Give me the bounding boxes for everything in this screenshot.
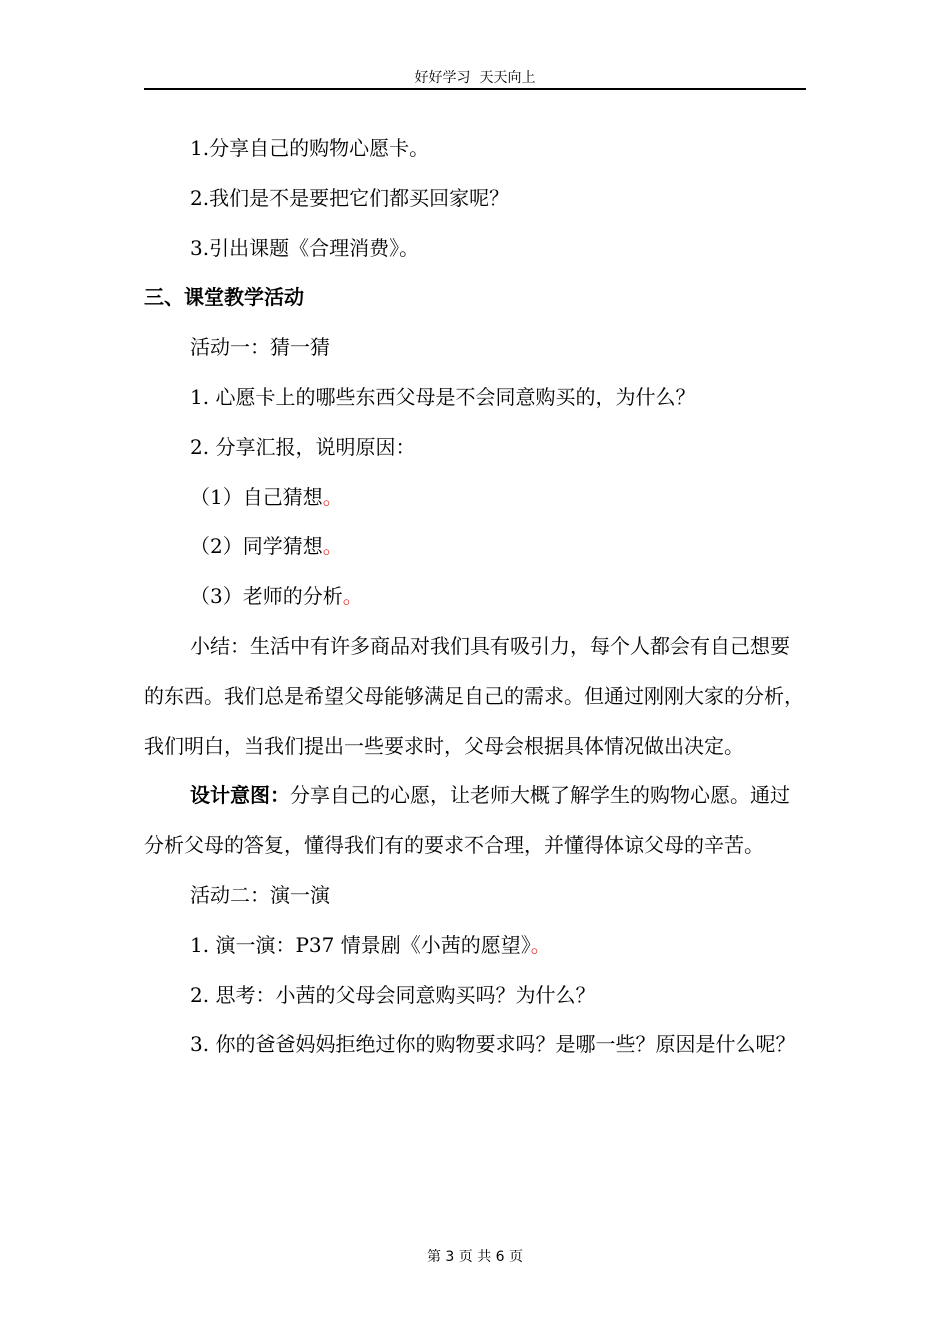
item-mark: 。 [322,484,343,509]
activity2-question-3: 3. 你的爸爸妈妈拒绝过你的购物要求吗？是哪一些？原因是什么呢？ [190,1032,796,1057]
item-text: （3）老师的分析 [190,584,343,609]
activity1-question-2: 2. 分享汇报，说明原因： [190,434,416,459]
activity1-item-2 [144,522,808,572]
activity2-title: 活动二：演一演 [190,882,330,907]
design-intent [144,771,808,871]
question-mark: 。 [530,932,551,957]
activity1-item-3 [144,572,808,622]
design-intent-label: 设计意图： [190,783,290,808]
item-mark: 。 [342,584,363,609]
activity1-summary: 小结：生活中有许多商品对我们具有吸引力，每个人都会有自己想要的东西。我们总是希望父母能够满足自己的需求。但通过刚刚大家的分析，我们明白，当我们提出一些要求时，父母会根据具体情况做出决定。 [144,633,804,758]
activity2-question-1 [144,921,808,971]
intro-line-1: 1.分享自己的购物心愿卡。 [190,136,430,160]
item-text: （1）自己猜想 [190,484,323,509]
document-body [144,124,808,1070]
page-header: 好好学习 天天向上 [414,70,536,86]
question-text: 1. 演一演：P37 情景剧《小茜的愿望》 [190,932,531,957]
header-divider [144,88,806,90]
page-footer: 第 3 页 共 6 页 [426,1249,524,1265]
activity1-item-1 [144,473,808,523]
intro-line-2: 2.我们是不是要把它们都买回家呢？ [190,185,510,210]
activity1-question-1: 1. 心愿卡上的哪些东西父母是不会同意购买的，为什么？ [190,384,696,409]
section-heading: 三、课堂教学活动 [144,285,304,310]
intro-line-3: 3.引出课题《合理消费》。 [190,235,420,260]
activity2-question-2: 2. 思考：小茜的父母会同意购买吗？为什么？ [190,982,596,1007]
item-text: （2）同学猜想 [190,534,323,559]
activity1-title: 活动一：猜一猜 [190,335,330,360]
design-intent-text: 分享自己的心愿，让老师大概了解学生的购物心愿。通过分析父母的答复，懂得我们有的要求不合理，并懂得体谅父母的辛苦。 [144,783,790,858]
item-mark: 。 [322,534,343,559]
